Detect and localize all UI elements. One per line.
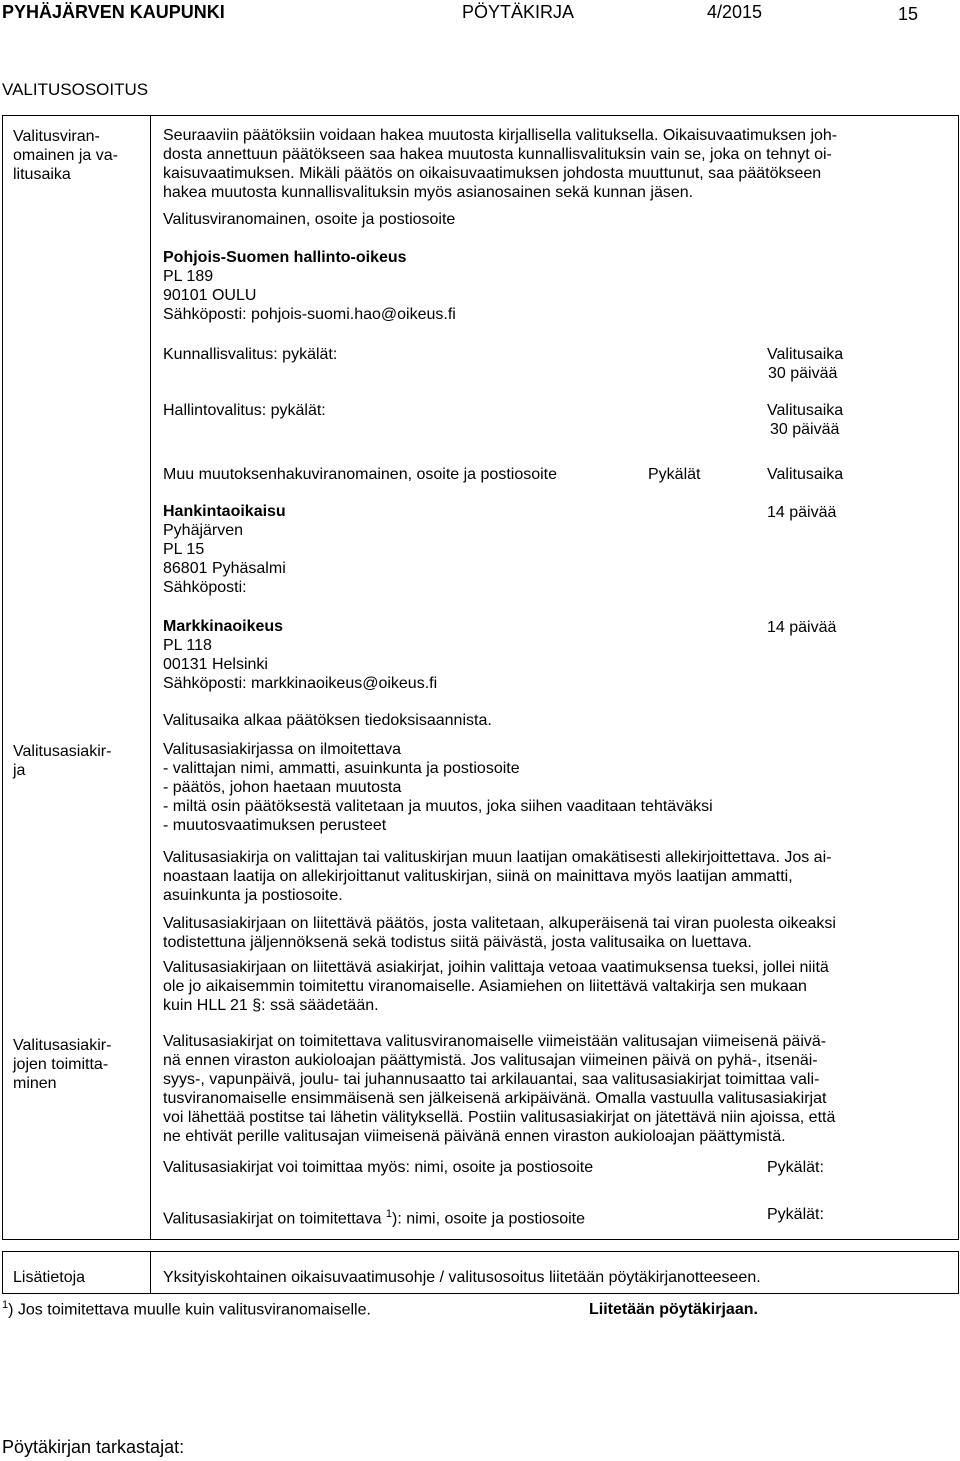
doc-type: PÖYTÄKIRJA <box>462 2 575 22</box>
col-sections: Pykälät <box>648 466 701 483</box>
label-appeal-documents: Valitusasiakir- ja <box>13 743 112 779</box>
reviewers-label: Pöytäkirjan tarkastajat: <box>2 1437 185 1457</box>
period-start-note: Valitusaika alkaa päätöksen tiedoksisaannista. <box>163 712 492 729</box>
entry-market-court: Markkinaoikeus PL 118 00131 Helsinki Sähköposti: markkinaoikeus@oikeus.fi <box>163 618 438 692</box>
footnote: $^1$) Jos toimitettava muulle kuin valitusviranomaiselle. <box>2 1299 371 1319</box>
section-title: VALITUSOSOITUS <box>2 80 149 99</box>
attachment-paragraph: Valitusasiakirjaan on liitettävä päätös, josta valitetaan, alkuperäisenä tai viran puolesta oikeaksi todistettuna jäljennöksenä sekä todistus siitä päivästä, josta valitusaika on luettava. <box>163 915 836 951</box>
additional-info-label: Lisätietoja <box>13 1269 86 1286</box>
other-authority-heading: Muu muutoksenhakuviranomainen, osoite ja postiosoite <box>163 466 558 483</box>
appeal-doc-requirements: Valitusasiakirjassa on ilmoitettava - valittajan nimi, ammatti, asuinkunta ja postiosoite - päätös, johon haetaan muutosta - miltä osin päätöksestä valitetaan ja muutos, joka siihen vaaditaan tehtäväksi - muutosvaatimuksen perusteet <box>163 741 713 834</box>
market-court-period: 14 päivää <box>767 619 837 636</box>
list-item: - muutosvaatimuksen perusteet <box>163 817 387 834</box>
municipal-appeal-label: Kunnallisvalitus: pykälät: <box>163 346 338 363</box>
attached-note: Liitetään pöytäkirjaan. <box>589 1301 758 1318</box>
court-name: Pohjois-Suomen hallinto-oikeus <box>163 249 407 266</box>
additional-info-text: Yksityiskohtainen oikaisuvaatimusohje / valitusosoitus liitetään pöytäkirjanotteeseen. <box>163 1269 761 1286</box>
delivery-must-label: Valitusasiakirjat on toimitettava $^1$): nimi, osoite ja postiosoite <box>163 1208 586 1228</box>
procurement-period: 14 päivää <box>767 504 837 521</box>
label-appeal-authority: Valitusviran- omainen ja va- litusaika <box>13 128 118 183</box>
admin-appeal-label: Hallintovalitus: pykälät: <box>163 402 326 419</box>
doc-number: 4/2015 <box>707 2 763 22</box>
list-item: - päätös, johon haetaan muutosta <box>163 779 402 796</box>
label-document-delivery: Valitusasiakir- jojen toimitta- minen <box>13 1037 112 1092</box>
documents-paragraph: Valitusasiakirjaan on liitettävä asiakirjat, joihin valittaja vetoaa vaatimuksensa tueksi, jollei niitä ole jo aikaisemmin toimitettu viranomaiselle. Asiamiehen on liitettävä valtakirja sen mukaan kuin HLL 21 §: ssä säädetään. <box>163 959 829 1014</box>
delivery-paragraph: Valitusasiakirjat on toimitettava valitusviranomaiselle viimeistään valitusajan viimeisenä päivä- nä ennen viraston aukioloajan päättymistä. Jos valitusajan viimeinen päivä on pyhä-, itsenäi- syys-, vapunpäivä, joulu- tai juhannusaatto tai arkilauantai, saa valitusasiakirjat toimittaa vali- tusviranomaiselle ensimmäisenä sen jälkeisenä arkipäivänä. Omalla vastuulla valitusasiakirjat voi lähettää postitse tai lähetin välityksellä. Postiin valitusasiakirjat on jätettävä niin ajoissa, että ne ehtivät perille valitusajan viimeisenä päivänä ennen viraston aukioloajan päättymistä. <box>163 1033 836 1145</box>
intro-paragraph: Seuraaviin päätöksiin voidaan hakea muutosta kirjallisella valituksella. Oikaisuvaatimuksen joh- dosta annettuun päätökseen saa hakea muutosta kunnallisvalituksin vain se, joka on tehnyt oi- kaisuvaatimuksen. Mikäli päätös on oikaisuvaatimuksen johdosta muuttunut, saa päätökseen hakea muutosta kunnallisvalituksin myös asianosainen sekä kunnan jäsen. <box>163 127 838 201</box>
authority-heading: Valitusviranomainen, osoite ja postiosoite <box>163 211 456 228</box>
col-period: Valitusaika <box>767 466 844 483</box>
delivery-also-label: Valitusasiakirjat voi toimittaa myös: nimi, osoite ja postiosoite <box>163 1159 594 1176</box>
page-number: 15 <box>898 4 919 24</box>
org-name: PYHÄJÄRVEN KAUPUNKI <box>2 2 225 22</box>
column-divider <box>150 115 151 1240</box>
list-item: - miltä osin päätöksestä valitetaan ja muutos, joka siihen vaaditaan tehtäväksi <box>163 798 713 815</box>
court-email: Sähköposti: pohjois-suomi.hao@oikeus.fi <box>163 306 456 323</box>
entry-procurement-rectification: Hankintaoikaisu Pyhäjärven PL 15 86801 Pyhäsalmi Sähköposti: <box>163 503 286 596</box>
list-item: - valittajan nimi, ammatti, asuinkunta ja postiosoite <box>163 760 520 777</box>
column-divider <box>150 1251 151 1294</box>
delivery-also-sections: Pykälät: <box>767 1159 824 1176</box>
court-address: Pohjois-Suomen hallinto-oikeus PL 189 90101 OULU Sähköposti: pohjois-suomi.hao@oikeus.fi <box>163 249 456 323</box>
signature-paragraph: Valitusasiakirja on valittajan tai valituskirjan muun laatijan omakätisesti allekirjoittettava. Jos ai- noastaan laatija on allekirjoittanut valituskirjan, siinä on mainittava myös laatijan ammatti, asuinkunta ja postiosoite. <box>163 849 832 904</box>
delivery-must-sections: Pykälät: <box>767 1206 824 1223</box>
admin-appeal-period: Valitusaika 30 päivää <box>767 402 844 438</box>
municipal-appeal-period: Valitusaika 30 päivää <box>767 346 844 382</box>
